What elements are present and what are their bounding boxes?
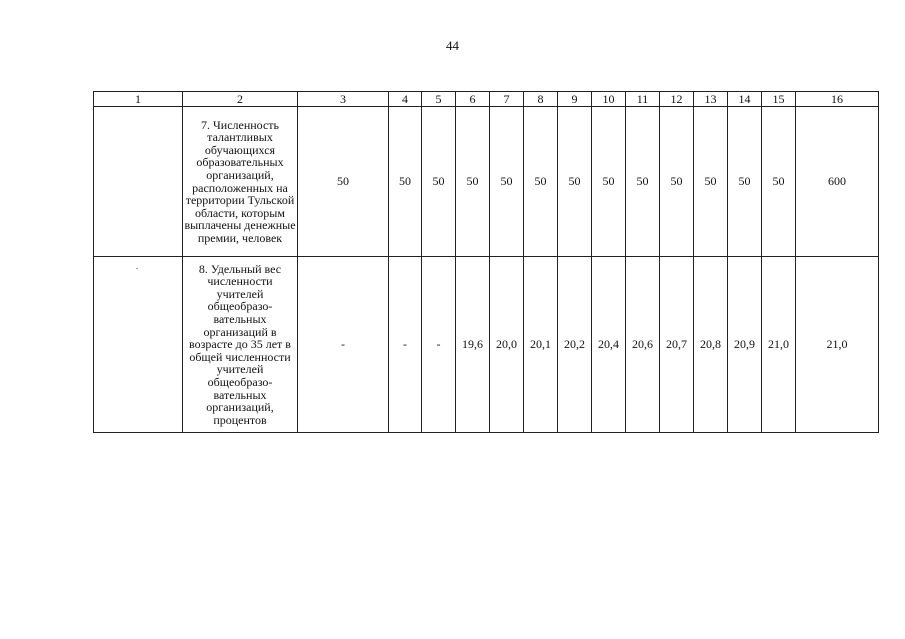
value-cell: 50 bbox=[456, 107, 490, 257]
indicators-table bbox=[93, 91, 879, 433]
column-header: 4 bbox=[389, 92, 422, 107]
column-header: 6 bbox=[456, 92, 490, 107]
value-cell: 50 bbox=[389, 107, 422, 257]
value-cell: 21,0 bbox=[762, 257, 796, 433]
value-cell: 20,9 bbox=[728, 257, 762, 433]
column-header: 5 bbox=[422, 92, 456, 107]
indicator-description: 7. Численность талантливых обучающихся образовательных организаций, расположенных на территории Тульской области, которым выплачены денежные премии, человек bbox=[183, 107, 298, 257]
column-header: 3 bbox=[298, 92, 389, 107]
column-header: 16 bbox=[796, 92, 879, 107]
value-cell: 20,1 bbox=[524, 257, 558, 433]
value-cell: 50 bbox=[422, 107, 456, 257]
value-cell: 600 bbox=[796, 107, 879, 257]
value-cell: 20,4 bbox=[592, 257, 626, 433]
value-cell: - bbox=[389, 257, 422, 433]
table-row bbox=[94, 257, 879, 433]
value-cell: - bbox=[422, 257, 456, 433]
value-cell: 19,6 bbox=[456, 257, 490, 433]
value-cell: 20,6 bbox=[626, 257, 660, 433]
column-header: 15 bbox=[762, 92, 796, 107]
value-cell: 50 bbox=[728, 107, 762, 257]
scan-speck bbox=[136, 268, 138, 269]
value-cell: 50 bbox=[762, 107, 796, 257]
row-number-cell bbox=[94, 257, 183, 433]
indicator-description: 8. Удельный вес численности учителей общеобразо- вательных организаций в возрасте до 35 лет в общей численности учителей общеобразо- вательных организаций, процентов bbox=[183, 257, 298, 433]
value-cell: 21,0 bbox=[796, 257, 879, 433]
column-header: 9 bbox=[558, 92, 592, 107]
page-number: 44 bbox=[446, 38, 459, 53]
column-header: 11 bbox=[626, 92, 660, 107]
value-cell: 50 bbox=[524, 107, 558, 257]
value-cell: 20,2 bbox=[558, 257, 592, 433]
value-cell: 20,8 bbox=[694, 257, 728, 433]
value-cell: 50 bbox=[490, 107, 524, 257]
header-row bbox=[94, 92, 879, 107]
value-cell: 50 bbox=[694, 107, 728, 257]
table-row bbox=[94, 107, 879, 257]
column-header: 10 bbox=[592, 92, 626, 107]
column-header: 1 bbox=[94, 92, 183, 107]
column-header: 12 bbox=[660, 92, 694, 107]
row-number-cell bbox=[94, 107, 183, 257]
value-cell: 50 bbox=[592, 107, 626, 257]
value-cell: 50 bbox=[626, 107, 660, 257]
value-cell: - bbox=[298, 257, 389, 433]
column-header: 14 bbox=[728, 92, 762, 107]
value-cell: 50 bbox=[558, 107, 592, 257]
column-header: 2 bbox=[183, 92, 298, 107]
value-cell: 50 bbox=[660, 107, 694, 257]
value-cell: 20,0 bbox=[490, 257, 524, 433]
column-header: 13 bbox=[694, 92, 728, 107]
value-cell: 50 bbox=[298, 107, 389, 257]
column-header: 7 bbox=[490, 92, 524, 107]
column-header: 8 bbox=[524, 92, 558, 107]
value-cell: 20,7 bbox=[660, 257, 694, 433]
